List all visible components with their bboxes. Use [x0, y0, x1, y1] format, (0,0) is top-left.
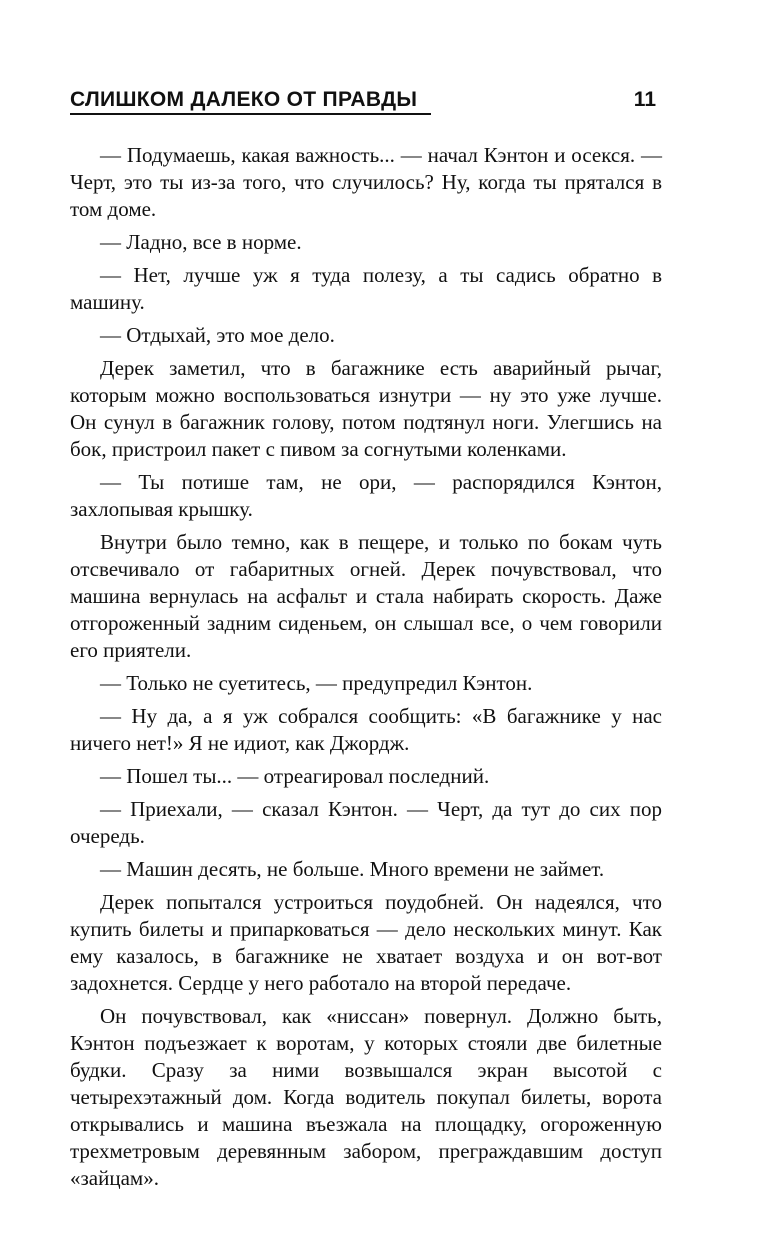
book-page	[70, 86, 662, 1198]
page-number: 11	[633, 88, 656, 111]
paragraph: Дерек попытался устроиться поудобней. Он надеялся, что купить билеты и припарковаться — дело нескольких минут. Как ему казалось, в багажнике не хватает воздуха и он вот-вот задохнется. Сердце у него работало на второй передаче.	[70, 890, 662, 995]
paragraph: — Отдыхай, это мое дело.	[100, 323, 335, 347]
paragraph: — Ладно, все в норме.	[100, 230, 302, 254]
running-title: СЛИШКОМ ДАЛЕКО ОТ ПРАВДЫ	[70, 88, 431, 115]
paragraph: — Пошел ты... — отреагировал последний.	[100, 764, 490, 788]
paragraph: Дерек заметил, что в багажнике есть аварийный рычаг, которым можно воспользоваться изнутри — ну это уже лучше. Он сунул в багажник голову, потом подтянул ноги. Улегшись на бок, пристроил пакет с пивом за согнутыми коленками.	[70, 356, 662, 461]
running-header	[70, 86, 662, 122]
paragraph: Он почувствовал, как «ниссан» повернул. Должно быть, Кэнтон подъезжает к воротам, у которых стояли две билетные будки. Сразу за ними возвышался экран высотой с четырехэтажный дом. Когда водитель покупал билеты, ворота открывались и машина въезжала на площадку, огороженную трехметровым деревянным забором, преграждавшим доступ «зайцам».	[70, 1004, 662, 1190]
body-text	[70, 142, 662, 1192]
paragraph: Внутри было темно, как в пещере, и только по бокам чуть отсвечивало от габаритных огней. Дерек почувствовал, что машина вернулась на асфальт и стала набирать скорость. Даже отгороженный задним сиденьем, он слышал все, о чем говорили его приятели.	[70, 530, 662, 662]
paragraph: — Только не суетитесь, — предупредил Кэнтон.	[100, 671, 533, 695]
paragraph: — Ну да, а я уж собрался сообщить: «В багажнике у нас ничего нет!» Я не идиот, как Джордж.	[70, 704, 662, 755]
paragraph: — Приехали, — сказал Кэнтон. — Черт, да тут до сих пор очередь.	[70, 797, 662, 848]
paragraph: — Машин десять, не больше. Много времени не займет.	[100, 857, 605, 881]
paragraph: — Ты потише там, не ори, — распорядился Кэнтон, захлопывая крышку.	[70, 470, 662, 521]
paragraph: — Подумаешь, какая важность... — начал Кэнтон и осекся. — Черт, это ты из-за того, что случилось? Ну, когда ты прятался в том доме.	[70, 143, 662, 221]
paragraph: — Нет, лучше уж я туда полезу, а ты садись обратно в машину.	[70, 263, 662, 314]
